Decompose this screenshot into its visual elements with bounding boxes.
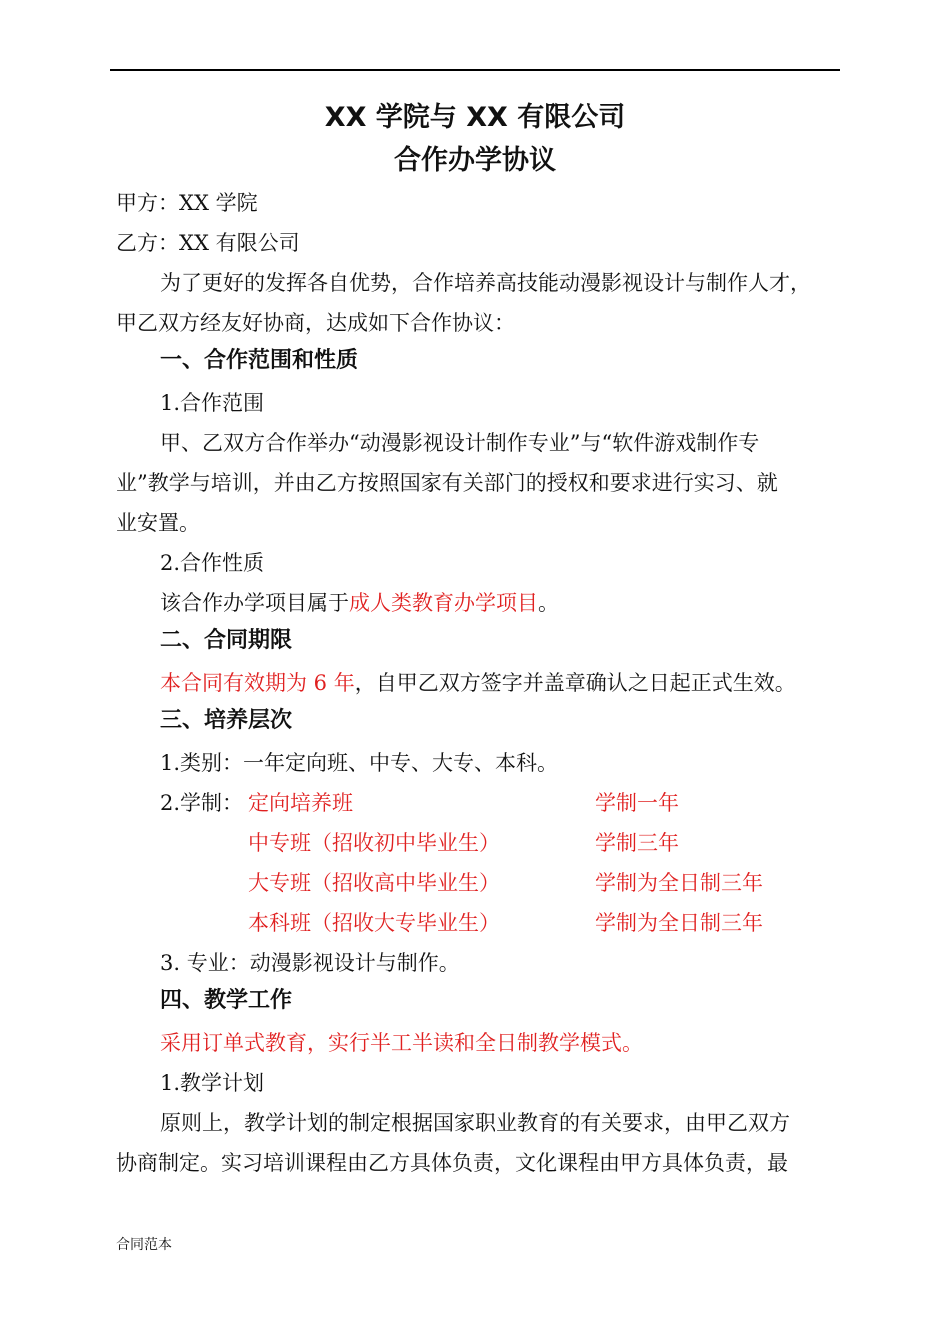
header-rule: [110, 69, 840, 71]
page-footer: 合同范本: [116, 1237, 172, 1253]
party-a: 甲方：XX 学院: [116, 191, 258, 215]
term-rest: ，自甲乙双方签字并盖章确认之日起正式生效。: [354, 671, 796, 695]
section4-item1-line1: 原则上，教学计划的制定根据国家职业教育的有关要求，由甲乙双方: [160, 1111, 790, 1135]
section1-item1-line1: 甲、乙双方合作举办“动漫影视设计制作专业”与“软件游戏制作专: [160, 431, 760, 455]
section4-heading: 四、教学工作: [160, 988, 293, 1013]
section3-types: 1.类别：一年定向班、中专、大专、本科。: [160, 751, 559, 775]
party-b: 乙方：XX 有限公司: [116, 231, 300, 255]
section1-item1-title: 1.合作范围: [160, 391, 265, 415]
schooling-class: 大专班（招收高中毕业生）: [248, 871, 500, 895]
doc-title-line1: XX 学院与 XX 有限公司: [324, 102, 626, 133]
section1-item2-title: 2.合作性质: [160, 551, 265, 575]
section3-schooling-label: 2.学制：: [160, 791, 244, 815]
section1-item2-text: [160, 589, 559, 617]
section2-heading: 二、合同期限: [160, 628, 293, 653]
section1-item1-line3: 业安置。: [116, 511, 200, 535]
item2-highlight: 成人类教育办学项目: [349, 591, 538, 615]
section1-heading: 一、合作范围和性质: [160, 348, 359, 373]
section3-heading: 三、培养层次: [160, 708, 293, 733]
section4-item1-line2: 协商制定。实习培训课程由乙方具体负责，文化课程由甲方具体负责，最: [116, 1151, 788, 1175]
schooling-term: 学制为全日制三年: [595, 871, 763, 895]
schooling-term: 学制为全日制三年: [595, 911, 763, 935]
schooling-term: 学制一年: [595, 791, 679, 815]
item2-prefix: 该合作办学项目属于: [160, 591, 349, 615]
schooling-class: 定向培养班: [248, 791, 353, 815]
item2-suffix: 。: [538, 591, 559, 615]
schooling-term: 学制三年: [595, 831, 679, 855]
schooling-class: 本科班（招收大专毕业生）: [248, 911, 500, 935]
intro-line2: 甲乙双方经友好协商，达成如下合作协议：: [116, 311, 515, 335]
doc-title-line2: 合作办学协议: [394, 145, 556, 176]
section4-item1-title: 1.教学计划: [160, 1071, 265, 1095]
section3-major: 3. 专业：动漫影视设计与制作。: [160, 951, 460, 975]
section2-text: [160, 669, 796, 697]
term-highlight: 本合同有效期为 6 年: [160, 671, 355, 695]
schooling-class: 中专班（招收初中毕业生）: [248, 831, 500, 855]
section1-item1-line2: 业”教学与培训，并由乙方按照国家有关部门的授权和要求进行实习、就: [116, 471, 778, 495]
section4-highlight: 采用订单式教育，实行半工半读和全日制教学模式。: [160, 1031, 643, 1055]
intro-line1: 为了更好的发挥各自优势，合作培养高技能动漫影视设计与制作人才，: [160, 271, 811, 295]
